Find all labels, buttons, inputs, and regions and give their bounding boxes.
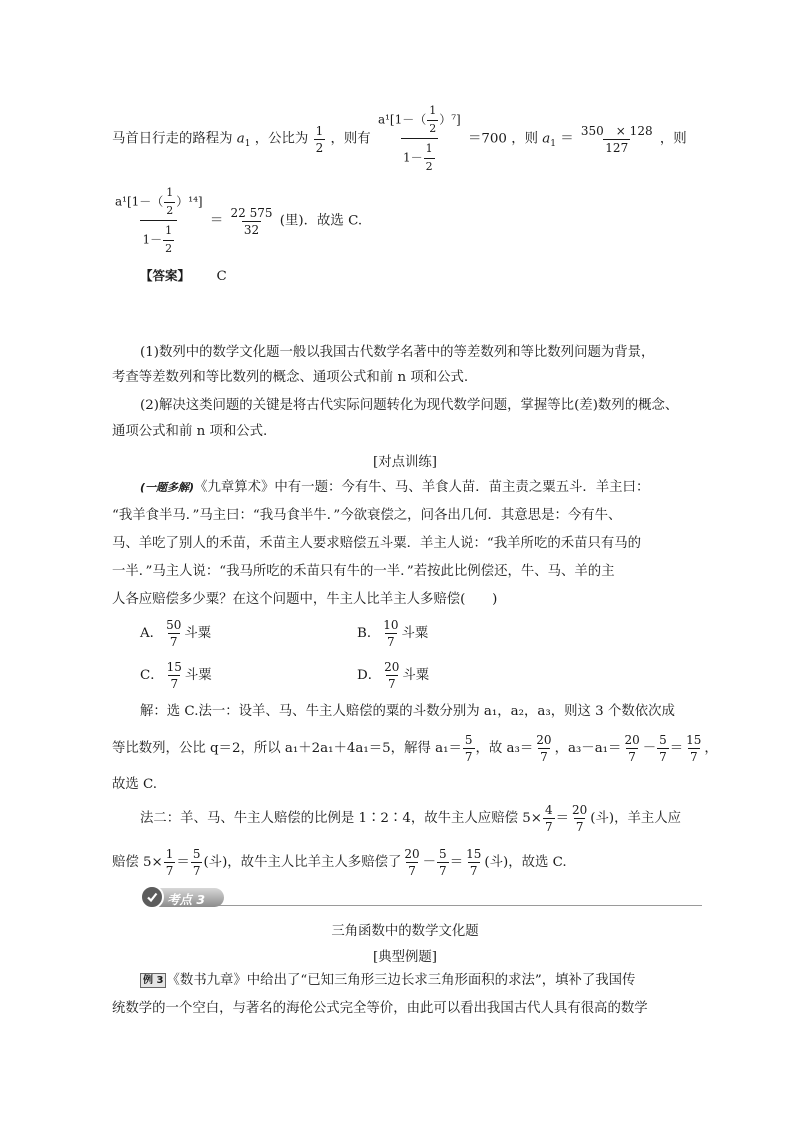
subscript: 1 (550, 139, 556, 150)
text: 马首日行走的路程为 (112, 131, 233, 147)
problem-line-5: 人各应赔偿多少粟？在这个问题中，牛主人比羊主人多赔偿( ) (112, 592, 498, 607)
problem-line-4: 一半．”马主人说：“我马所吃的禾苗只有牛的一半．”若按此比例偿还，牛、马、羊的主 (112, 564, 615, 579)
text: ＝ (560, 131, 574, 147)
section-divider (212, 905, 702, 906)
text: ＝700 (468, 131, 507, 147)
method2-line-1: 法二：羊、马、牛主人赔偿的比例是 1∶2∶4，故牛主人应赔偿 5× $\frac{4}{7}$ ＝ $\frac{20}{7}$ (斗)，羊主人应 (140, 803, 682, 834)
section-header (142, 886, 702, 910)
solution-line-1 (112, 104, 687, 174)
check-icon (140, 885, 164, 909)
option-b[interactable]: B． $\frac{10}{7}$ 斗粟 (357, 618, 429, 649)
summary-p2b: 通项公式和前 n 项和公式. (112, 424, 268, 439)
training-title: [对点训练] (372, 455, 437, 470)
text: ，公比为 (254, 131, 309, 147)
subscript: 1 (244, 139, 251, 150)
fraction: $\frac{350 \times 128}{127}$ (580, 123, 653, 155)
problem-tag: (一题多解) (140, 481, 195, 494)
variable: a (542, 131, 551, 147)
summary-p1b: 考查等差数列和等比数列的概念、通项公式和前 n 项和公式. (112, 370, 469, 385)
solution-line-2 (112, 186, 362, 256)
variable: a (236, 131, 245, 147)
text: ，则 (511, 131, 538, 147)
section-badge-label: 考点 3 (167, 892, 206, 907)
method1-line-1: 解：选 C.法一：设羊、马、牛主人赔偿的粟的斗数分别为 a₁，a₂，a₃，则这 3 个数依次成 (140, 704, 675, 719)
section-subtitle: [典型例题] (372, 950, 437, 965)
section-title: 三角函数中的数学文化题 (331, 924, 479, 939)
example-line-2: 统数学的一个空白，与著名的海伦公式完全等价，由此可以看出我国古代人具有很高的数学 (112, 1001, 648, 1016)
summary-p2a: (2)解决这类问题的关键是将古代实际问题转化为现代数学问题，掌握等比(差)数列的概念、 (140, 398, 679, 413)
text: (里)．故选 C. (279, 213, 363, 229)
text: 《九章算术》中有一题：今有牛、马、羊食人苗．苗主责之粟五斗．羊主曰： (194, 480, 650, 495)
example-line-1: 例 3 《数书九章》中给出了“已知三角形三边长求三角形面积的求法”，填补了我国传 (140, 972, 635, 990)
option-c[interactable]: C． $\frac{15}{7}$ 斗粟 (140, 660, 212, 691)
text: ，则 (659, 131, 687, 147)
problem-line-2: “我羊食半马．”马主曰：“我马食半牛．”今欲衰偿之，问各出几何．其意思是：今有牛、 (112, 508, 622, 523)
method1-line-3: 故选 C. (112, 777, 158, 792)
fraction-sum: a¹[1－（ $\frac{1}{2}$ ）⁷] 1－ $\frac{1}{2}$ (377, 104, 461, 173)
summary-p1a: (1)数列中的数学文化题一般以我国古代数学名著中的等差数列和等比数列问题为背景， (140, 345, 655, 360)
option-a[interactable]: A． $\frac{50}{7}$ 斗粟 (140, 618, 212, 649)
text: ＝ (209, 213, 224, 229)
answer-value: C (216, 269, 227, 284)
fraction: $\frac{1}{2}$ (315, 123, 324, 155)
fraction: $\frac{22 575}{32}$ (230, 205, 273, 237)
section-badge (142, 888, 224, 907)
problem-line-3: 马、羊吃了别人的禾苗，禾苗主人要求赔偿五斗粟．羊主人说：“我羊所吃的禾苗只有马的 (112, 536, 642, 551)
example-tag: 例 3 (140, 973, 166, 988)
answer-label: 【答案】 (140, 268, 191, 283)
text: ，则有 (330, 131, 371, 147)
fraction-sum: a¹[1－（ $\frac{1}{2}$ ）¹⁴] 1－ $\frac{1}{2}$ (115, 186, 203, 255)
method2-line-2: 赔偿 5× $\frac{1}{7}$ ＝ $\frac{5}{7}$ (斗)，故牛主人比羊主人多赔偿了 $\frac{20}{7}$ － $\frac{5}{7}$ ＝ $\frac{15}{7}$ (斗)，故选 C. (112, 847, 567, 878)
answer-line (140, 267, 227, 286)
option-d[interactable]: D． $\frac{20}{7}$ 斗粟 (357, 660, 430, 691)
method1-line-2: 等比数列，公比 q＝2，所以 a₁＋2a₁＋4a₁＝5，解得 a₁＝ $\frac{5}{7}$ ，故 a₃＝ $\frac{20}{7}$ ，a₃－a₁＝ $\frac{20}{7}$ － $\frac{5}{7}$ ＝ $\frac{15}{7}$ ， (112, 733, 718, 764)
problem-line-1 (140, 479, 649, 497)
